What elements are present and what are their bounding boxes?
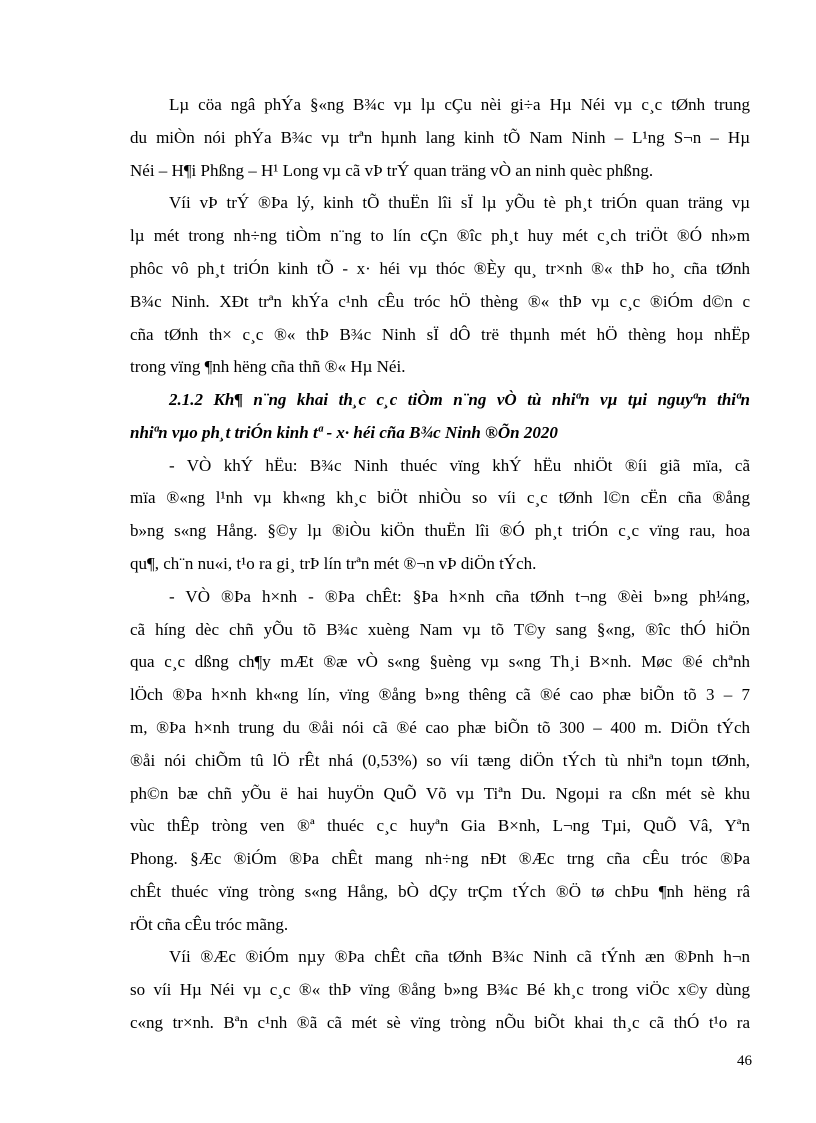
text-line: c«ng tr×nh. Bªn c¹nh ®ã cã mét sè vïng tròng nÕu biÕt khai th¸c cã thÓ t¹o ra [130, 1013, 750, 1032]
text-line: B¾c Ninh. XÐt trªn khÝa c¹nh cÊu tróc hÖ thèng ®« thÞ vµ c¸c ®iÓm d©n c [130, 292, 750, 311]
text-line: qu¶, ch¨n nu«i, t¹o ra gi¸ trÞ lín trªn mét ®¬n vÞ diÖn tÝch. [130, 554, 537, 573]
text-line: ph©n bæ chñ yÕu ë hai huyÖn QuÕ Võ vµ Tiªn Du. Ngoµi ra cßn mét sè khu [130, 784, 750, 803]
text-line: mïa ®«ng l¹nh vµ kh«ng kh¸c biÖt nhiÒu so víi c¸c tØnh l©n cËn cña ®ång [130, 488, 750, 507]
text-line: phôc vô ph¸t triÓn kinh tÕ - x· héi vµ thóc ®Èy qu¸ tr×nh ®« thÞ ho¸ cña tØnh [130, 259, 750, 278]
text-line: Lµ cöa ngâ phÝa §«ng B¾c vµ lµ cÇu nèi gi÷a Hµ Néi vµ c¸c tØnh trung [169, 95, 750, 114]
section-heading: 2.1.2 Kh¶ n¨ng khai th¸c c¸c tiÒm n¨ng vÒ tù nhiªn vµ tµi nguyªn thiªn [169, 390, 750, 409]
text-line: ®åi nói chiÕm tû lÖ rÊt nhá (0,53%) so víi tæng diÖn tÝch tù nhiªn toµn tØnh, [130, 751, 750, 770]
text-line: trong vïng ¶nh hëng cña thñ ®« Hµ Néi. [130, 357, 406, 376]
text-line: cã híng dèc chñ yÕu tõ B¾c xuèng Nam vµ tõ T©y sang §«ng, ®îc thÓ hiÖn [130, 620, 750, 639]
text-line: Néi – H¶i Phßng – H¹ Long vµ cã vÞ trÝ quan träng vÒ an ninh quèc phßng. [130, 161, 654, 180]
text-line: Víi ®Æc ®iÓm nµy ®Þa chÊt cña tØnh B¾c Ninh cã tÝnh æn ®Þnh h¬n [169, 947, 750, 966]
text-line: so víi Hµ Néi vµ c¸c ®« thÞ vïng ®ång b»ng B¾c Bé kh¸c trong viÖc x©y dùng [130, 980, 750, 999]
text-line: du miÒn nói phÝa B¾c vµ trªn hµnh lang kinh tÕ Nam Ninh – L¹ng S¬n – Hµ [130, 128, 750, 147]
text-line: b»ng s«ng Hång. §©y lµ ®iÒu kiÖn thuËn lîi ®Ó ph¸t triÓn c¸c vïng rau, hoa [130, 521, 750, 540]
text-line: cña tØnh th× c¸c ®« thÞ B¾c Ninh sÏ dÔ trë thµnh mét hÖ thèng hoµ nhËp [130, 325, 750, 344]
section-heading: nhiªn vµo ph¸t triÓn kinh tª - x· héi cña B¾c Ninh ®Õn 2020 [130, 423, 558, 442]
text-line: m, ®Þa h×nh trung du ®åi nói cã ®é cao phæ biÕn tõ 300 – 400 m. DiÖn tÝch [130, 718, 750, 737]
list-item-terrain: - VÒ ®Þa h×nh - ®Þa chÊt: §Þa h×nh cña tØnh t¬ng ®èi b»ng ph¼ng, [169, 587, 750, 606]
text-line: Víi vÞ trÝ ®Þa lý, kinh tÕ thuËn lîi sÏ lµ yÕu tè ph¸t triÓn quan träng vµ [169, 193, 750, 212]
text-line: rÖt cña cÊu tróc mãng. [130, 915, 289, 934]
page-number: 46 [737, 1053, 752, 1069]
text-line: lÖch ®Þa h×nh kh«ng lín, vïng ®ång b»ng thêng cã ®é cao phæ biÕn tõ 3 – 7 [130, 685, 750, 704]
text-line: chÊt thuéc vïng tròng s«ng Hång, bÒ dÇy trÇm tÝch ®Ö tø chÞu ¶nh hëng râ [130, 882, 750, 901]
text-line: lµ mét trong nh÷ng tiÒm n¨ng to lín cÇn ®îc ph¸t huy mét c¸ch triÖt ®Ó nh»m [130, 226, 750, 245]
text-line: Phong. §Æc ®iÓm ®Þa chÊt mang nh÷ng nÐt ®Æc trng cña cÊu tróc ®Þa [130, 849, 750, 868]
text-line: qua c¸c dßng ch¶y mÆt ®æ vÒ s«ng §uèng vµ s«ng Th¸i B×nh. Møc ®é chªnh [130, 652, 750, 671]
text-line: vùc thÊp tròng ven ®ª thuéc c¸c huyªn Gia B×nh, L¬ng Tµi, QuÕ Vâ, Yªn [130, 816, 750, 835]
list-item-climate: - VÒ khÝ hËu: B¾c Ninh thuéc vïng khÝ hËu nhiÖt ®íi giã mïa, cã [169, 456, 750, 475]
